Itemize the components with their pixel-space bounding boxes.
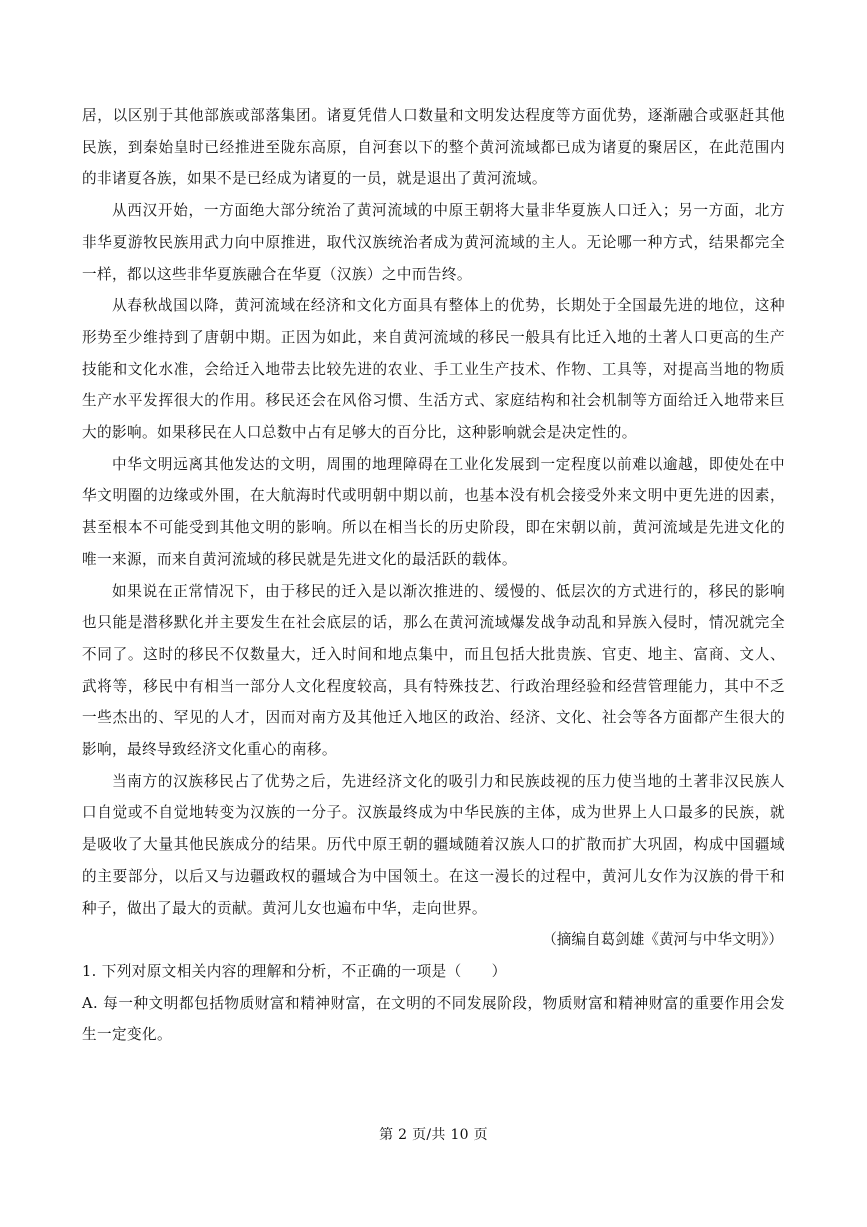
paragraph-2: 从西汉开始，一方面绝大部分统治了黄河流域的中原王朝将大量非华夏族人口迁入；另一方面，北方非华夏游牧民族用武力向中原推进，取代汉族统治者成为黄河流域的主人。无论哪一种方式，结果都完全一样，都以这些非华夏族融合在华夏（汉族）之中而告终。 xyxy=(82,202,785,283)
paragraph-1: 居，以区别于其他部族或部落集团。诸夏凭借人口数量和文明发达程度等方面优势，逐渐融合或驱赶其他民族，到秦始皇时已经推进至陇东高原，自河套以下的整个黄河流域都已成为诸夏的聚居区，在此范围内的非诸夏各族，如果不是已经成为诸夏的一员，就是退出了黄河流域。 xyxy=(82,107,785,188)
question-stem: 1. 下列对原文相关内容的理解和分析，不正确的一项是（ ） xyxy=(82,962,507,980)
paragraph-5: 如果说在正常情况下，由于移民的迁入是以渐次推进的、缓慢的、低层次的方式进行的，移民的影响也只能是潜移默化并主要发生在社会底层的话，那么在黄河流域爆发战争动乱和异族入侵时，情况就完全不同了。这时的移民不仅数量大，迁入时间和地点集中，而且包括大批贵族、官吏、地主、富商、文人、武将等，移民中有相当一部分人文化程度较高，具有特殊技艺、行政治理经验和经营管理能力，其中不乏一些杰出的、罕见的人才，因而对南方及其他迁入地区的政治、经济、文化、社会等各方面都产生很大的影响，最终导致经济文化重心的南移。 xyxy=(82,582,785,759)
article-body xyxy=(0,100,867,1051)
paragraph-6: 当南方的汉族移民占了优势之后，先进经济文化的吸引力和民族歧视的压力使当地的土著非汉民族人口自觉或不自觉地转变为汉族的一分子。汉族最终成为中华民族的主体，成为世界上人口最多的民族，就是吸收了大量其他民族成分的结果。历代中原王朝的疆域随着汉族人口的扩散而扩大巩固，构成中国疆域的主要部分，以后又与边疆政权的疆域合为中国领土。在这一漫长的过程中，黄河儿女作为汉族的骨干和种子，做出了最大的贡献。黄河儿女也遍布中华，走向世界。 xyxy=(82,772,785,917)
paragraph-3: 从春秋战国以降，黄河流域在经济和文化方面具有整体上的优势，长期处于全国最先进的地位，这种形势至少维持到了唐朝中期。正因为如此，来自黄河流域的移民一般具有比迁入地的土著人口更高的生产技能和文化水准，会给迁入地带去比较先进的农业、手工业生产技术、作物、工具等，对提高当地的物质生产水平发挥很大的作用。移民还会在风俗习惯、生活方式、家庭结构和社会机制等方面给迁入地带来巨大的影响。如果移民在人口总数中占有足够大的百分比，这种影响就会是决定性的。 xyxy=(82,297,785,442)
source-citation: （摘编自葛剑雄《黄河与中华文明》） xyxy=(542,931,783,949)
page-footer: 第 2 页/共 10 页 xyxy=(379,1127,488,1143)
paragraph-4: 中华文明远离其他发达的文明，周围的地理障碍在工业化发展到一定程度以前难以逾越，即使处在中华文明圈的边缘或外围，在大航海时代或明朝中期以前，也基本没有机会接受外来文明中更先进的因素，甚至根本不可能受到其他文明的影响。所以在相当长的历史阶段，即在宋朝以前，黄河流域是先进文化的唯一来源，而来自黄河流域的移民就是先进文化的最活跃的载体。 xyxy=(82,455,785,568)
option-a: A. 每一种文明都包括物质财富和精神财富，在文明的不同发展阶段，物质财富和精神财富的重要作用会发生一定变化。 xyxy=(82,994,785,1044)
